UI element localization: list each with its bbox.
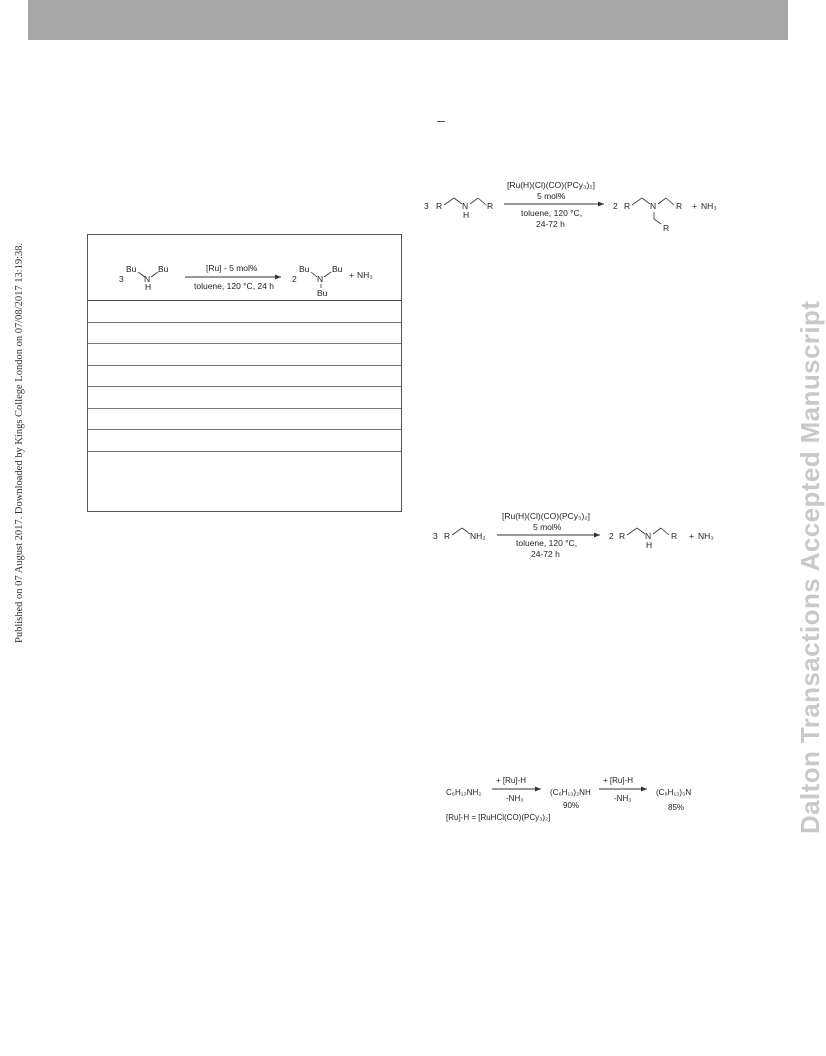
arrow2-bottom: -NH₃ xyxy=(614,794,632,803)
conditions-1: toluene, 120 °C, xyxy=(521,208,583,218)
table-rule xyxy=(88,386,401,387)
nh3: NH₃ xyxy=(701,201,717,211)
p-r-right: R xyxy=(676,201,683,211)
reactant-bu-left: Bu xyxy=(126,264,137,274)
nh2-group: NH₂ xyxy=(470,531,486,541)
scheme-secondary-amine xyxy=(420,175,730,240)
plus-sign: + xyxy=(689,531,694,541)
catalyst-definition: [Ru]-H = [RuHCl(CO)(PCy₃)₂] xyxy=(446,813,551,822)
r-right: R xyxy=(487,201,494,211)
bond xyxy=(444,198,454,205)
coef-product: 2 xyxy=(613,201,618,211)
tertiary-amine: (C₆H₁₃)₃N xyxy=(656,788,692,797)
bond xyxy=(637,528,645,534)
product-bu-bottom: Bu xyxy=(317,288,328,298)
plus-sign: + xyxy=(692,201,697,211)
table-reaction-scheme xyxy=(88,235,403,301)
r-left: R xyxy=(436,201,443,211)
arrow2-top: + [Ru]-H xyxy=(603,776,634,785)
coef-right: 2 xyxy=(292,274,297,284)
table-rule xyxy=(88,408,401,409)
conditions-2: 24-72 h xyxy=(531,549,560,559)
table-rule xyxy=(88,451,401,452)
table-rule xyxy=(88,300,401,301)
watermark-text: Dalton Transactions Accepted Manuscript xyxy=(795,300,825,834)
table-rule xyxy=(88,343,401,344)
nh3: NH₃ xyxy=(357,270,373,280)
download-stamp-text: Published on 07 August 2017. Downloaded by Kings College London on 07/08/2017 13:19:38. xyxy=(14,242,25,643)
bond xyxy=(632,198,642,205)
catalyst-loading: 5 mol% xyxy=(537,191,566,201)
start-amine: C₆H₁₃NH₂ xyxy=(446,788,482,797)
arrow-head xyxy=(275,275,281,280)
product-bu-right: Bu xyxy=(332,264,343,274)
n-atom: N xyxy=(462,201,469,211)
secondary-yield: 90% xyxy=(563,801,580,810)
arrow-head xyxy=(594,533,600,538)
coef: 3 xyxy=(424,201,429,211)
stray-dash xyxy=(437,121,445,122)
bond xyxy=(642,198,650,204)
scheme-sequential-alkylation xyxy=(444,770,734,840)
bond xyxy=(478,198,486,205)
catalyst-loading: 5 mol% xyxy=(533,522,562,532)
product-bu-left: Bu xyxy=(299,264,310,274)
reactant-h: H xyxy=(145,282,152,292)
secondary-amine: (C₆H₁₃)₂NH xyxy=(550,788,591,797)
arrow-head xyxy=(598,202,604,207)
bond xyxy=(462,528,470,534)
results-table xyxy=(87,234,402,512)
p-r-left: R xyxy=(619,531,626,541)
bond xyxy=(658,198,666,204)
p-h-atom: H xyxy=(646,540,653,550)
table-rule xyxy=(88,322,401,323)
arrow-bottom-text: toluene, 120 °C, 24 h xyxy=(194,281,274,291)
table-rule xyxy=(88,365,401,366)
bond xyxy=(454,198,462,204)
product-n: N xyxy=(317,274,324,284)
bond xyxy=(151,272,158,277)
arrow-head xyxy=(535,787,541,792)
bond xyxy=(324,272,331,277)
bond xyxy=(452,528,462,535)
plus-sign: + xyxy=(349,270,354,280)
reactant-bu-right: Bu xyxy=(158,264,169,274)
scheme-primary-amine xyxy=(430,508,730,573)
conditions-1: toluene, 120 °C, xyxy=(516,538,578,548)
bond xyxy=(666,198,674,205)
arrow-top-text: [Ru] - 5 mol% xyxy=(206,263,258,273)
conditions-2: 24-72 h xyxy=(536,219,565,229)
arrow-head xyxy=(641,787,647,792)
bond xyxy=(661,528,669,535)
page-header-bar xyxy=(28,0,788,40)
coef: 3 xyxy=(433,531,438,541)
catalyst: [Ru(H)(Cl)(CO)(PCy₃)₂] xyxy=(502,511,590,521)
coef-left: 3 xyxy=(119,274,124,284)
p-r-left: R xyxy=(624,201,631,211)
reactant-n: N xyxy=(144,274,151,284)
arrow1-top: + [Ru]-H xyxy=(496,776,527,785)
bond xyxy=(653,528,661,534)
arrow1-bottom: -NH₃ xyxy=(506,794,524,803)
nh3: NH₃ xyxy=(698,531,714,541)
p-n-atom: N xyxy=(645,531,652,541)
p-r-bottom: R xyxy=(663,223,670,233)
bond xyxy=(654,219,661,224)
table-rule xyxy=(88,429,401,430)
h-atom: H xyxy=(463,210,470,220)
p-n-atom: N xyxy=(650,201,657,211)
catalyst: [Ru(H)(Cl)(CO)(PCy₃)₂] xyxy=(507,180,595,190)
tertiary-yield: 85% xyxy=(668,803,685,812)
coef-product: 2 xyxy=(609,531,614,541)
bond xyxy=(627,528,637,535)
p-r-right: R xyxy=(671,531,678,541)
r-left: R xyxy=(444,531,451,541)
bond xyxy=(470,198,478,204)
